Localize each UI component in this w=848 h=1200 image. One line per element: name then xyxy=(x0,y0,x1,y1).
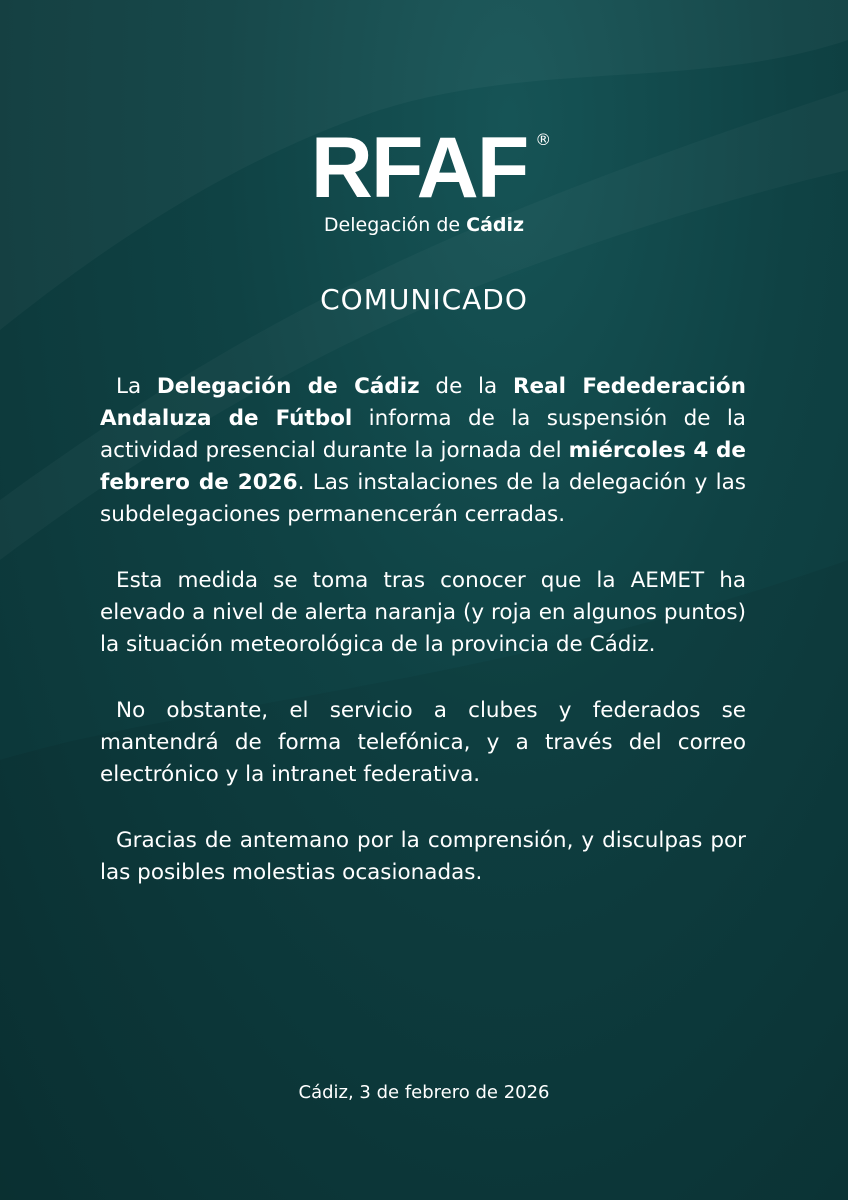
registered-mark: ® xyxy=(535,130,552,149)
logo-subtitle-bold: Cádiz xyxy=(466,214,525,236)
rfaf-logo xyxy=(0,120,848,238)
page-title: COMUNICADO xyxy=(320,283,528,316)
p1-bold-3: miércoles 4 de febrero de 2026 xyxy=(100,438,747,495)
logo-mark-text: RFAF xyxy=(310,120,528,216)
p1-text-3: informa de la suspensión de la actividad presencial durante la jornada del xyxy=(100,406,746,463)
announcement-body xyxy=(100,371,746,923)
paragraph-2: Esta medida se toma tras conocer que la AEMET ha elevado a nivel de alerta naranja (y roja en algunos puntos) la situación meteorológica de la provincia de Cádiz. xyxy=(100,568,746,657)
paragraph-3: No obstante, el servicio a clubes y federados se mantendrá de forma telefónica, y a través del correo electrónico y la intranet federativa. xyxy=(100,698,746,787)
p1-text-2: de la xyxy=(419,374,513,399)
paragraph-1 xyxy=(100,371,746,531)
p1-bold-1: Delegación de Cádiz xyxy=(156,374,420,399)
p1-text-1: La xyxy=(116,374,157,399)
paragraph-4: Gracias de antemano por la comprensión, y disculpas por las posibles molestias ocasionadas. xyxy=(100,828,746,885)
closing-date: Cádiz, 3 de febrero de 2026 xyxy=(298,1082,550,1103)
p1-text-4: . Las instalaciones de la delegación y las subdelegaciones permanencerán cerradas. xyxy=(100,470,746,527)
logo-subtitle-prefix: Delegación de xyxy=(323,214,467,236)
p1-bold-2: Real Fedederación Andaluza de Fútbol xyxy=(100,374,746,431)
logo-wordmark xyxy=(310,120,552,216)
